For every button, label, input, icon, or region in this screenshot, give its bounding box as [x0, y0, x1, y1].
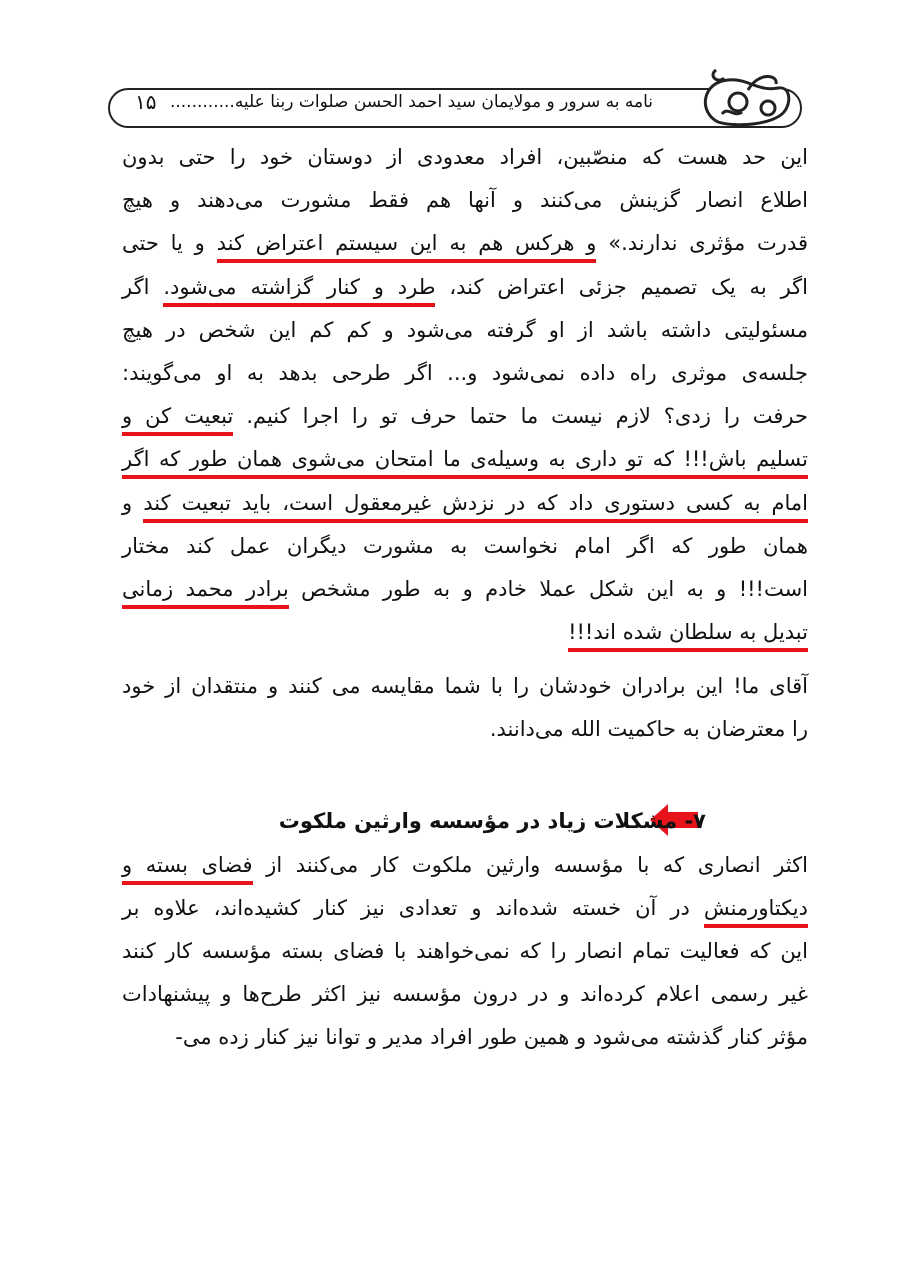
- text-line: [122, 893, 808, 923]
- text-line: [122, 574, 808, 604]
- underlined-text: تبعیت کن و: [122, 404, 233, 436]
- text-segment: حرفت را زدی؟ لازم نیست ما حتما حرف تو را اجرا کنیم.: [233, 404, 809, 429]
- text-segment: را معترضان به حاکمیت الله می‌دانند.: [489, 717, 808, 741]
- text-segment: اگر: [122, 274, 164, 299]
- text-line: [122, 488, 808, 518]
- text-segment: این حد هست که منصّبین، افراد معدودی از دوستان خود را حتی بدون: [122, 145, 808, 169]
- text-segment: جلسه‌ی موثری راه داده نمی‌شود و... اگر طرحی بدهد به او می‌گویند:: [122, 361, 808, 385]
- text-segment: و یا حتی: [122, 231, 217, 256]
- page-number: ۱۵: [135, 90, 157, 114]
- text-line: [122, 185, 808, 215]
- text-segment: در آن خسته شده‌اند و تعدادی نیز کنار کشیده‌اند، علاوه بر: [122, 896, 704, 920]
- underlined-text: و هرکس هم به این سیستم اعتراض کند: [217, 231, 597, 263]
- text-line: [122, 850, 808, 880]
- text-line: [122, 142, 808, 172]
- text-segment: مؤثر کنار گذشته می‌شود و همین طور افراد مدیر و توانا نیز کنار زده می-: [175, 1025, 808, 1049]
- underlined-text: طرد و کنار گزاشته می‌شود.: [163, 275, 435, 307]
- underlined-text: تبدیل به سلطان شده اند!!!: [568, 620, 808, 652]
- underlined-text: تسلیم باش!!! که تو داری به وسیله‌ی ما امتحان می‌شوی همان طور که اگر: [122, 447, 808, 479]
- underlined-text: برادر محمد زمانی: [122, 577, 289, 609]
- text-segment: اکثر انصاری که با مؤسسه وارثین ملکوت کار می‌کنند از: [252, 853, 808, 877]
- text-segment: و: [122, 490, 144, 515]
- section-heading: ۷- مشکلات زیاد در مؤسسه وارثین ملکوت: [278, 809, 706, 833]
- text-line: [122, 936, 808, 966]
- text-line: [122, 1022, 808, 1052]
- text-line: [122, 358, 808, 388]
- text-segment: اگر به یک تصمیم جزئی اعتراض کند،: [435, 274, 808, 299]
- text-segment: اطلاع انصار گزینش می‌کنند و آنها هم فقط مشورت می‌دهند و هیچ: [122, 188, 808, 213]
- text-segment: قدرت مؤثری ندارند.»: [596, 231, 809, 256]
- text-segment: مسئولیتی داشته باشد از او گرفته می‌شود و کم کم این شخص در هیچ: [122, 317, 808, 342]
- text-line: [122, 714, 808, 744]
- text-line: [122, 671, 808, 701]
- text-line: [122, 444, 808, 474]
- text-segment: این که فعالیت تمام انصار را که نمی‌خواهند با فضای بسته مؤسسه کار کنند: [122, 939, 808, 963]
- text-line: [122, 531, 808, 561]
- underlined-text: امام به کسی دستوری داد که در نزدش غیرمعقول است، باید تبعیت کند: [143, 491, 808, 523]
- underlined-text: دیکتاورمنش: [704, 896, 808, 928]
- text-segment: همان طور که اگر امام نخواست به مشورت دیگران عمل کند مختار: [122, 533, 808, 558]
- text-line: [122, 315, 808, 345]
- text-line: [122, 401, 808, 431]
- floral-ornament-icon: [698, 62, 794, 128]
- text-line: [122, 617, 808, 647]
- text-line: [122, 228, 808, 258]
- text-line: [122, 272, 808, 302]
- text-segment: است!!! و به این شکل عملا خادم و به طور مشخص: [288, 577, 809, 601]
- text-segment: غیر رسمی اعلام کرده‌اند و در درون مؤسسه نیز اکثر طرح‌ها و پیشنهادات: [122, 982, 808, 1006]
- running-header-title: نامه به سرور و مولایمان سید احمد الحسن صلوات ربنا علیه............: [169, 92, 653, 112]
- underlined-text: فضای بسته و: [122, 853, 253, 885]
- text-line: [122, 979, 808, 1009]
- text-segment: آقای ما! این برادران خودشان را با شما مقایسه می کنند و منتقدان از خود: [122, 674, 808, 698]
